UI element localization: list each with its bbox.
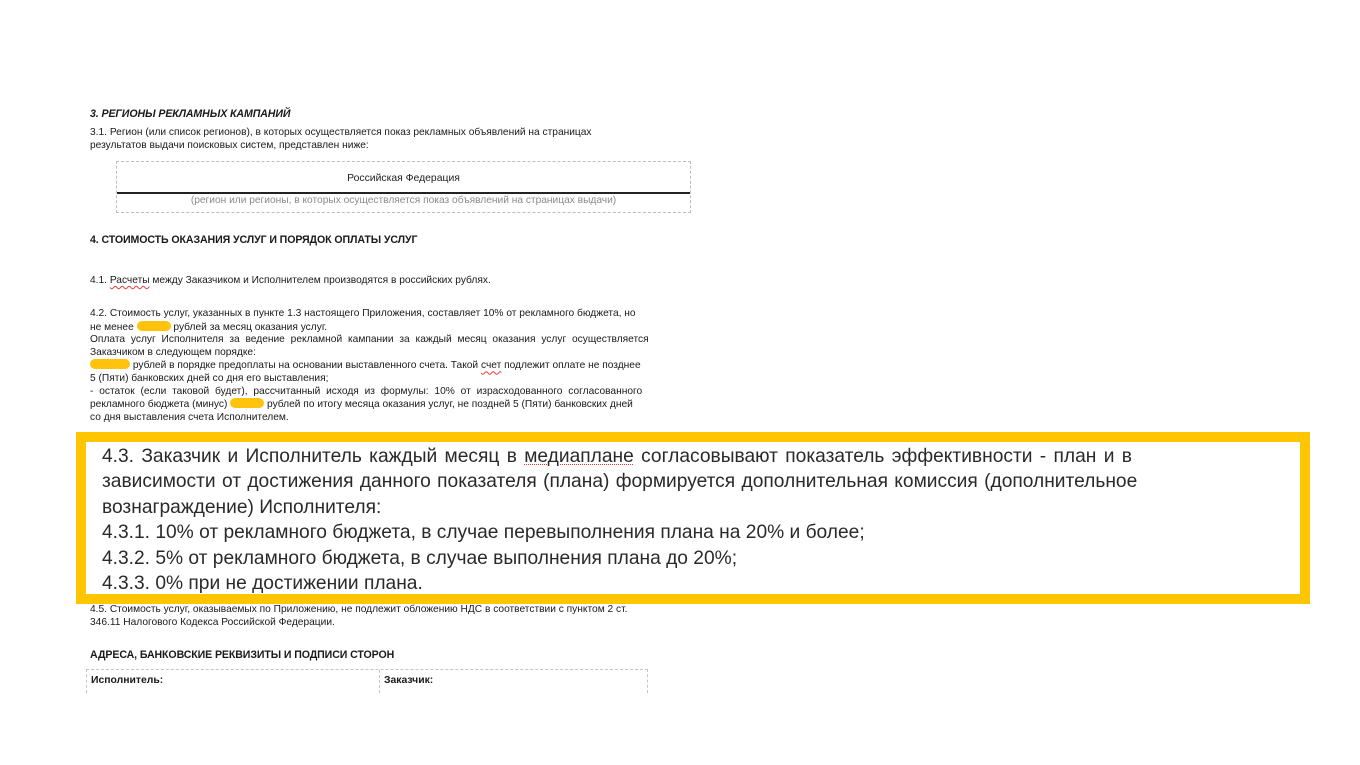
region-value: Российская Федерация	[347, 173, 460, 184]
redacted-amount	[137, 321, 171, 331]
paragraph-4-2-line-4: Заказчиком в следующем порядке:	[90, 346, 256, 358]
static-text: 4.1.	[90, 275, 110, 286]
redacted-amount	[230, 398, 264, 408]
paragraph-4-2	[90, 308, 686, 424]
highlight-frame	[76, 432, 1310, 604]
paragraph-4-3-line-3: вознаграждение) Исполнителя:	[102, 496, 382, 518]
text-fragment: не менее	[90, 321, 137, 333]
signatures-heading: АДРЕСА, БАНКОВСКИЕ РЕКВИЗИТЫ И ПОДПИСИ СТОРОН	[90, 649, 395, 661]
list-item-4-3-1: 4.3.1. 10% от рекламного бюджета, в случае перевыполнения плана на 20% и более;	[102, 522, 865, 544]
text-fragment: согласовывают показатель эффективности - план и в	[633, 446, 1132, 467]
region-caption: (регион или регионы, в которых осуществляется показ объявлений на страницах выдачи)	[190, 195, 617, 206]
text-fragment: рекламного бюджета (минус)	[90, 399, 231, 411]
paragraph-4-3-line-2: зависимости от достижения данного показателя (плана) формируется дополнительная комиссия (дополнительное	[102, 471, 1138, 493]
paragraph-4-1-text: между Заказчиком и Исполнителем производятся в российских рублях.	[149, 275, 491, 286]
text-fragment: рублей в порядке предоплаты на основании выставленного счета. Такой	[130, 360, 481, 372]
signatures-table	[86, 669, 648, 693]
paragraph-4-2-line-2	[90, 321, 686, 335]
paragraph-4-2-line-5	[90, 359, 686, 373]
paragraph-4-2-line-1: 4.2. Стоимость услуг, указанных в пункте 1.3 настоящего Приложения, составляет 10% от рекламного бюджета, но	[90, 308, 636, 319]
region-divider	[117, 192, 690, 194]
paragraph-3-1-line-1: 3.1. Регион (или список регионов), в которых осуществляется показ рекламных объявлений на страницах	[90, 127, 592, 138]
text-fragment: подлежит оплате не позднее	[501, 360, 641, 372]
paragraph-4-5-line-1: 4.5. Стоимость услуг, оказываемых по Приложению, не подлежит обложению НДС в соответствии с пунктом 2 ст.	[90, 604, 628, 615]
paragraph-4-2-line-9: со дня выставления счета Исполнителем.	[90, 411, 289, 423]
list-item-4-3-3: 4.3.3. 0% при не достижении плана.	[102, 573, 423, 595]
spellcheck-word: Расчеты	[109, 275, 150, 286]
section-3-heading: 3. РЕГИОНЫ РЕКЛАМНЫХ КАМПАНИЙ	[90, 108, 291, 120]
paragraph-4-1	[90, 275, 491, 288]
spellcheck-word: счет	[480, 360, 502, 372]
text-fragment: рублей по итогу месяца оказания услуг, не поздней 5 (Пяти) банковских дней	[264, 399, 633, 411]
customer-label: Заказчик:	[384, 675, 434, 686]
paragraph-3-1-line-2: результатов выдачи поисковых систем, представлен ниже:	[90, 140, 369, 151]
text-fragment: 4.3. Заказчик и Исполнитель каждый месяц в	[102, 446, 525, 467]
paragraph-4-2-line-7: - остаток (если таковой будет), рассчитанный исходя из формулы: 10% от израсходованного согласованного	[90, 385, 643, 397]
text-fragment: рублей за месяц оказания услуг.	[170, 321, 328, 333]
paragraph-4-3-line-1	[102, 444, 1286, 469]
spellcheck-word: медиаплане	[524, 446, 634, 467]
paragraph-4-2-line-8	[90, 398, 686, 412]
paragraph-4-2-line-6: 5 (Пяти) банковских дней со дня его выставления;	[90, 372, 329, 384]
executor-label: Исполнитель:	[87, 670, 380, 693]
list-item-4-3-2: 4.3.2. 5% от рекламного бюджета, в случае выполнения плана до 20%;	[102, 547, 738, 569]
section-4-heading: 4. СТОИМОСТЬ ОКАЗАНИЯ УСЛУГ И ПОРЯДОК ОПЛАТЫ УСЛУГ	[90, 234, 418, 246]
redacted-amount	[90, 359, 130, 369]
paragraph-4-2-line-3: Оплата услуг Исполнителя за ведение рекламной кампании за каждый месяц оказания услуг осуществляется	[90, 334, 649, 346]
paragraph-4-3	[102, 444, 1286, 596]
region-table	[116, 161, 691, 213]
paragraph-4-5-line-2: 346.11 Налогового Кодекса Российской Федерации.	[90, 617, 335, 628]
